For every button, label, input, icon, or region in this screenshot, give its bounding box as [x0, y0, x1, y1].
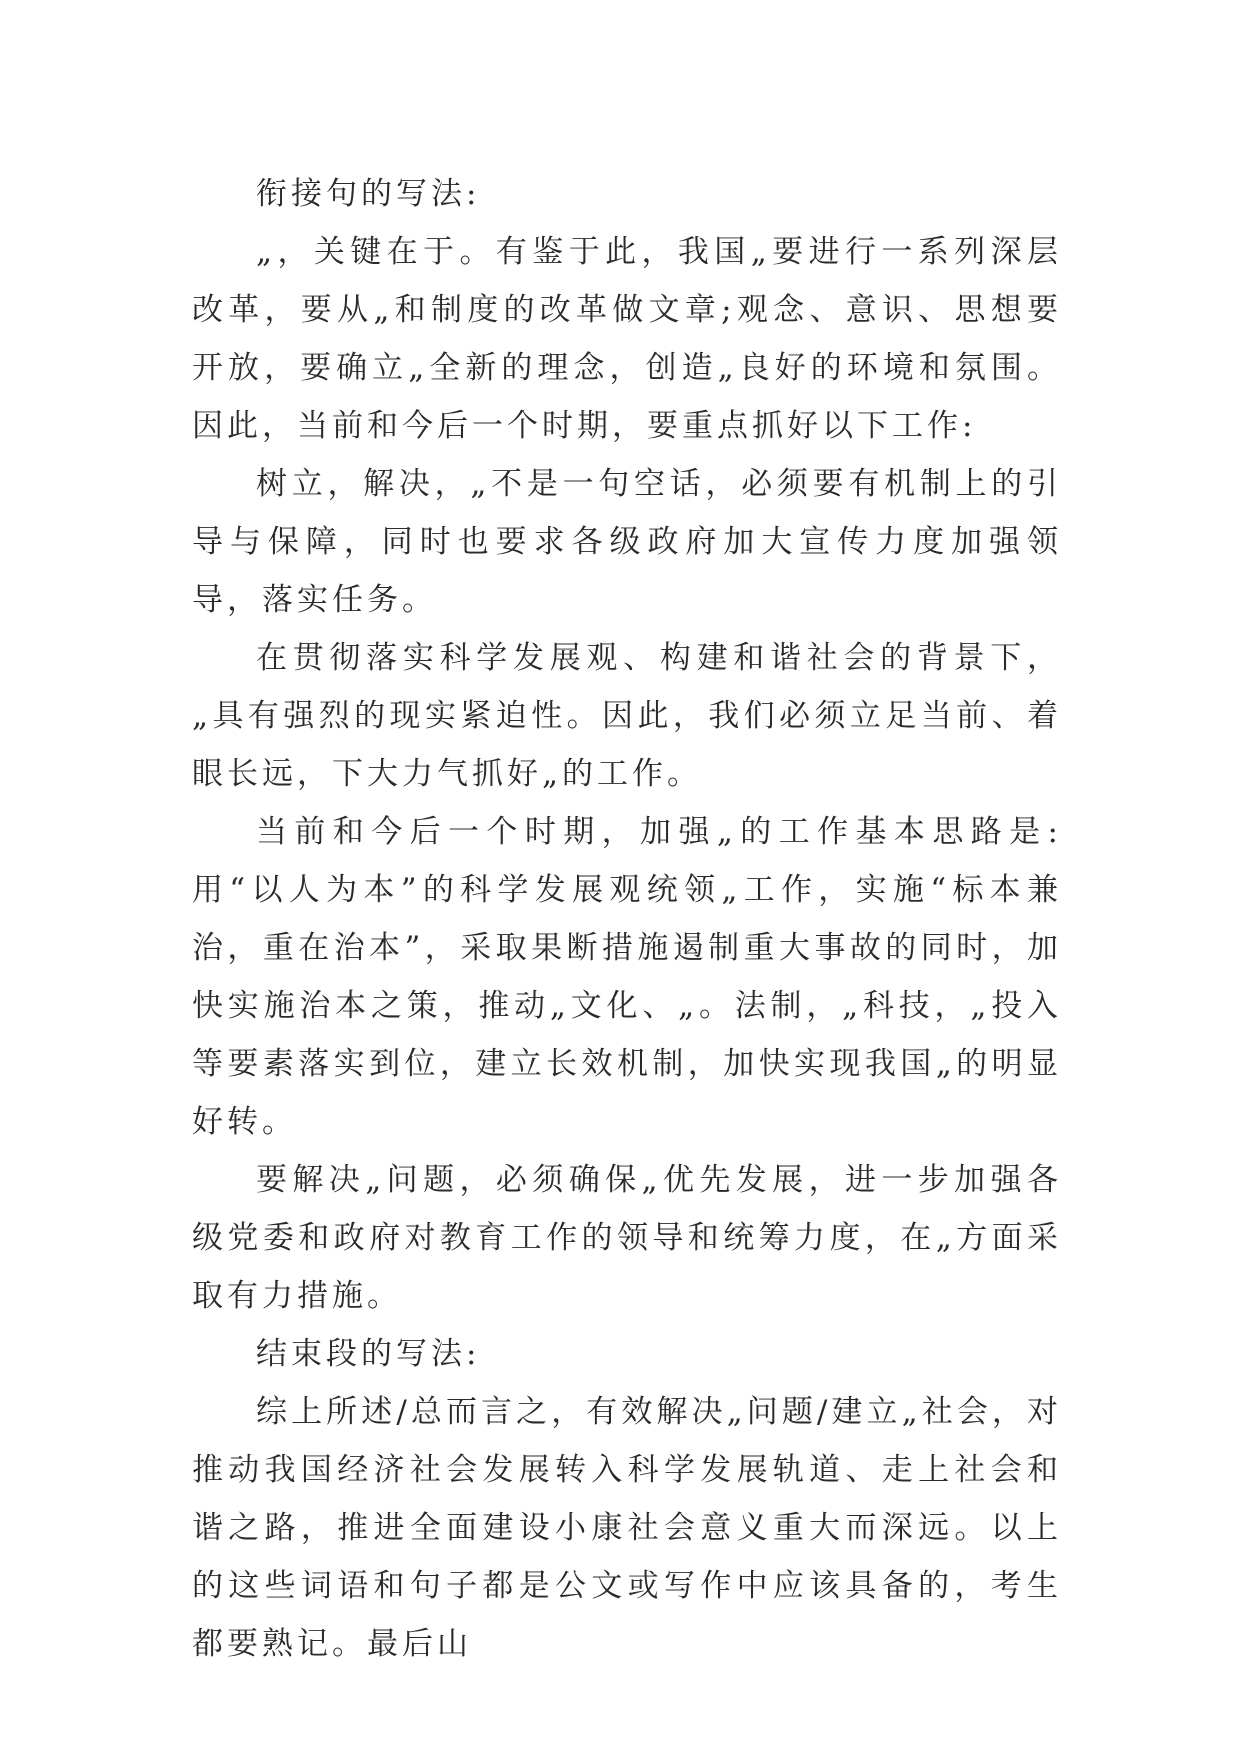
- body-paragraph: 综上所述/总而言之，有效解决„问题/建立„社会，对推动我国经济社会发展转入科学发展轨道、走上社会和谐之路，推进全面建设小康社会意义重大而深远。以上的这些词语和句子都是公文或写作中应该具备的，考生都要熟记。最后山: [192, 1394, 1062, 1662]
- body-paragraph: 树立，解决，„不是一句空话，必须要有机制上的引导与保障，同时也要求各级政府加大宣传力度加强领导，落实任务。: [192, 466, 1062, 618]
- body-paragraph: 要解决„问题，必须确保„优先发展，进一步加强各级党委和政府对教育工作的领导和统筹力度，在„方面采取有力措施。: [192, 1162, 1062, 1314]
- document-body: [192, 165, 1062, 1673]
- body-paragraph: 当前和今后一个时期，加强„的工作基本思路是:用“以人为本”的科学发展观统领„工作，实施“标本兼治，重在治本”，采取果断措施遏制重大事故的同时，加快实施治本之策，推动„文化、„。法制，„科技，„投入等要素落实到位，建立长效机制，加快实现我国„的明显好转。: [192, 814, 1062, 1140]
- body-paragraph: 在贯彻落实科学发展观、构建和谐社会的背景下，„具有强烈的现实紧迫性。因此，我们必须立足当前、着眼长远，下大力气抓好„的工作。: [192, 640, 1062, 792]
- body-paragraph: „，关键在于。有鉴于此，我国„要进行一系列深层改革，要从„和制度的改革做文章;观念、意识、思想要开放，要确立„全新的理念，创造„良好的环境和氛围。因此，当前和今后一个时期，要重点抓好以下工作:: [192, 234, 1062, 444]
- heading-transition-sentences: 衔接句的写法:: [256, 176, 481, 212]
- heading-closing-section: 结束段的写法:: [256, 1336, 481, 1372]
